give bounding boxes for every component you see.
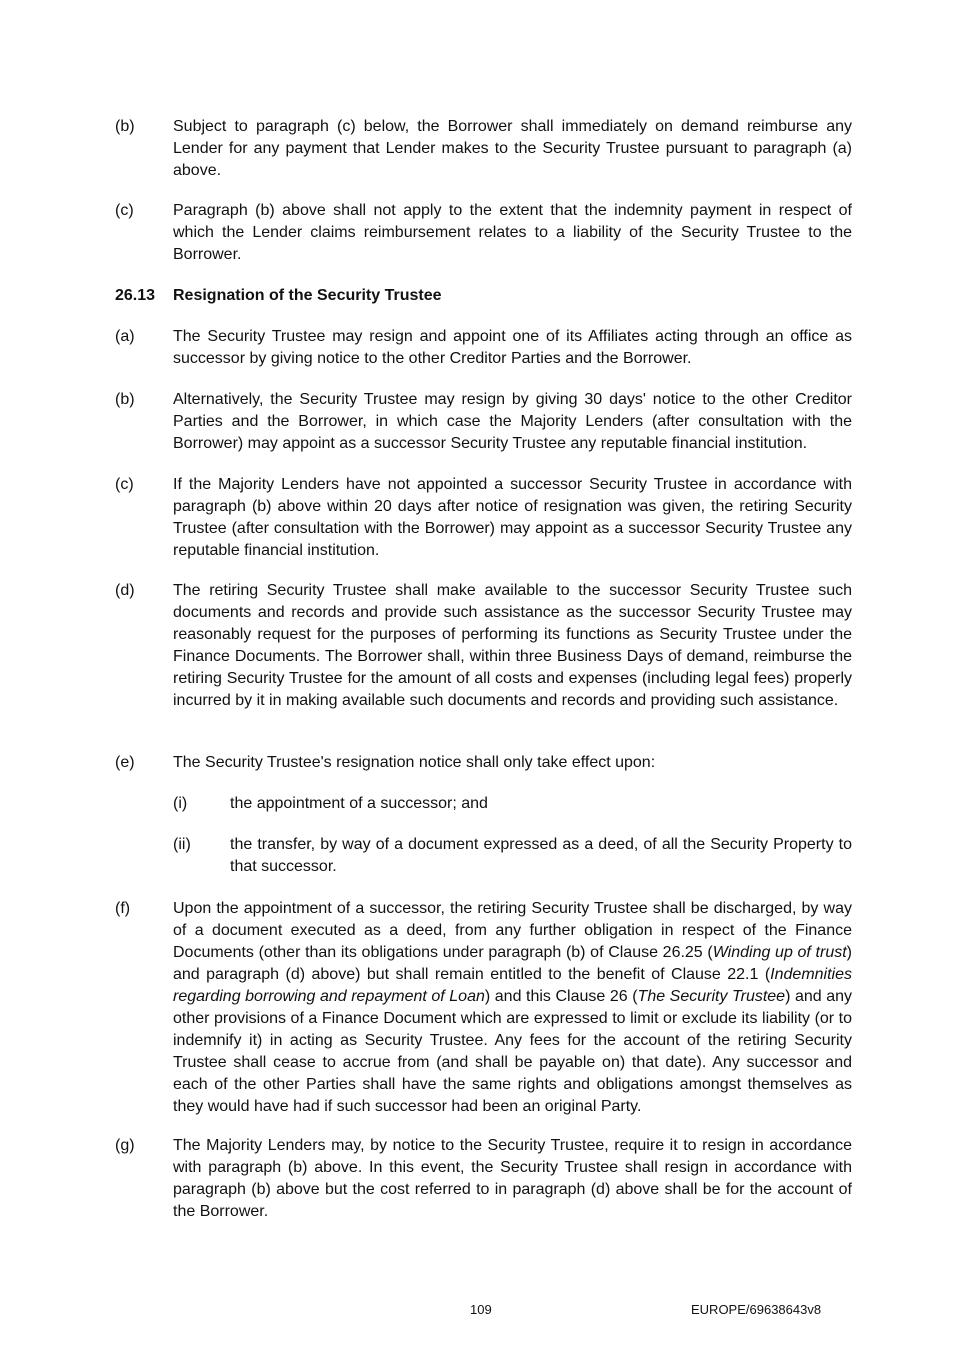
paragraph-f (115, 898, 852, 1118)
text-run: ) and this Clause 26 ( (484, 988, 638, 1005)
paragraph-text: The Security Trustee may resign and appoint one of its Affiliates acting through an office as successor by giving notice to the other Creditor Parties and the Borrower. (173, 328, 852, 367)
subparagraph-text: the appointment of a successor; and (230, 795, 488, 812)
section-title: Resignation of the Security Trustee (173, 287, 442, 304)
clause-title-italic: Winding up of trust (712, 944, 847, 961)
paragraph-d (115, 580, 852, 712)
text-run: ) and any other provisions of a Finance Document which are expressed to limit or exclude its liability (or to indemnify it) in acting as Security Trustee. Any fees for the account of the retiring Security Trustee shall cease to accrue from (and shall be payable on) that date). Any successor and each of the other Parties shall have the same rights and obligations amongst themselves as they would have had if such successor had been an original Party. (173, 988, 853, 1115)
paragraph-text: The retiring Security Trustee shall make available to the successor Security Trustee such documents and records and provide such assistance as the successor Security Trustee may reasonably request for the purposes of performing its functions as Security Trustee under the Finance Documents. The Borrower shall, within three Business Days of demand, reimburse the retiring Security Trustee for the amount of all costs and expenses (including legal fees) properly incurred by it in making available such documents and records and providing such assistance. (173, 582, 852, 709)
paragraph-label: (d) (115, 582, 135, 599)
subparagraph-e-i (173, 793, 852, 815)
paragraph-text: If the Majority Lenders have not appointed a successor Security Trustee in accordance with paragraph (b) above within 20 days after notice of resignation was given, the retiring Security Trustee (after consultation with the Borrower) may appoint as a successor Security Trustee any reputable financial institution. (173, 476, 852, 559)
page-number: 109 (470, 1302, 492, 1317)
paragraph-b-top (115, 116, 852, 182)
paragraph-text (173, 898, 852, 1118)
paragraph-label: (e) (115, 754, 135, 771)
paragraph-label: (b) (115, 391, 135, 408)
paragraph-label: (b) (115, 118, 135, 135)
document-reference: EUROPE/69638643v8 (691, 1302, 822, 1317)
subparagraph-label: (i) (173, 795, 188, 812)
paragraph-g (115, 1135, 852, 1223)
clause-title-italic: The Security Trustee (637, 988, 786, 1005)
paragraph-text: The Majority Lenders may, by notice to the Security Trustee, require it to resign in accordance with paragraph (b) above. In this event, the Security Trustee shall resign in accordance with paragraph (b) above but the cost referred to in paragraph (d) above shall be for the account of the Borrower. (173, 1137, 852, 1220)
paragraph-label: (f) (115, 900, 131, 917)
paragraph-text: Subject to paragraph (c) below, the Borrower shall immediately on demand reimburse any Lender for any payment that Lender makes to the Security Trustee pursuant to paragraph (a) above. (173, 118, 852, 179)
paragraph-b (115, 389, 852, 455)
paragraph-text: The Security Trustee's resignation notice shall only take effect upon: (173, 754, 656, 771)
paragraph-label: (c) (115, 202, 134, 219)
paragraph-text: Paragraph (b) above shall not apply to the extent that the indemnity payment in respect of which the Lender claims reimbursement relates to a liability of the Security Trustee to the Borrower. (173, 202, 852, 263)
paragraph-a (115, 326, 852, 370)
paragraph-c (115, 474, 852, 562)
subparagraph-text: the transfer, by way of a document expressed as a deed, of all the Security Property to that successor. (230, 836, 852, 875)
paragraph-label: (g) (115, 1137, 135, 1154)
paragraph-e (115, 752, 852, 774)
clause-title-italic: Indemnities regarding borrowing and repayment of Loan (173, 966, 852, 1005)
paragraph-label: (a) (115, 328, 135, 345)
section-number: 26.13 (115, 287, 156, 304)
paragraph-label: (c) (115, 476, 134, 493)
subparagraph-label: (ii) (173, 836, 191, 853)
text-run: ) and paragraph (d) above) but shall remain entitled to the benefit of Clause 22.1 ( (173, 944, 852, 983)
paragraph-text: Alternatively, the Security Trustee may resign by giving 30 days' notice to the other Creditor Parties and the Borrower, in which case the Majority Lenders (after consultation with the Borrower) may appoint as a successor Security Trustee any reputable financial institution. (173, 391, 852, 452)
text-run: Upon the appointment of a successor, the retiring Security Trustee shall be discharged, by way of a document executed as a deed, from any further obligation in respect of the Finance Documents (other than its obligations under paragraph (b) of Clause 26.25 ( (173, 900, 852, 961)
subparagraph-e-ii (173, 834, 852, 878)
paragraph-c-top (115, 200, 852, 266)
